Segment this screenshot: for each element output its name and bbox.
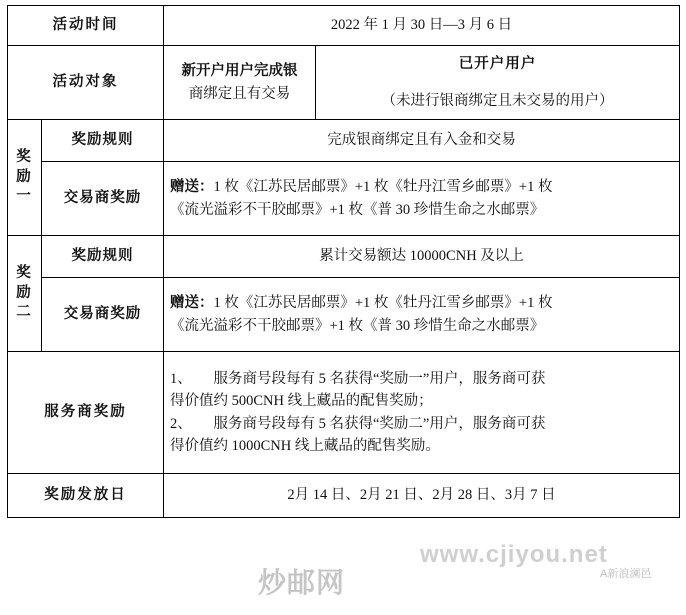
promotion-table-document: [0, 5, 686, 615]
reward-one-gift-label: 交易商奖励: [42, 162, 164, 236]
merchant-item-2-line-1: 2、 服务商号段每有 5 名获得“奖励二”用户，服务商可获: [170, 415, 546, 432]
new-user-line-2: 商绑定且有交易: [188, 85, 291, 102]
opened-user-title: 已开户用户: [458, 56, 537, 73]
reward-two-gift-value: [164, 278, 680, 352]
reward-one-gift-lead: 赠送：: [170, 179, 214, 196]
reward-two-group-label-text: 奖励二: [16, 265, 33, 321]
reward-two-gift-label: 交易商奖励: [42, 278, 164, 352]
activity-time-label: 活动时间: [8, 6, 164, 46]
merchant-item-1-line-2: 得价值约 500CNH 线上藏品的配售奖励；: [170, 393, 433, 410]
reward-one-rule-label: 奖励规则: [42, 120, 164, 162]
table-row-activity-time: [8, 6, 680, 46]
watermark-small-text: A新浪澜邑: [600, 568, 652, 580]
reward-one-gift-line-1: 1 枚《江苏民居邮票》+1 枚《牡丹江雪乡邮票》+1 枚: [213, 179, 553, 196]
activity-time-value: 2022 年 1 月 30 日—3 月 6 日: [164, 6, 680, 46]
table-row-payout-date: [8, 474, 680, 518]
reward-two-group-label: [8, 236, 42, 352]
reward-two-gift-line-1: 1 枚《江苏民居邮票》+1 枚《牡丹江雪乡邮票》+1 枚: [213, 295, 553, 312]
reward-one-group-label: [8, 120, 42, 236]
table-row-merchant-reward: [8, 352, 680, 474]
table-row-activity-target: [8, 46, 680, 120]
table-row-reward-one-rule: [8, 120, 680, 162]
merchant-item-2-line-2: 得价值约 1000CNH 线上藏品的配售奖励。: [170, 437, 440, 454]
reward-one-rule-value: 完成银商绑定且有入金和交易: [164, 120, 680, 162]
opened-user-note: （未进行银商绑定且未交易的用户）: [381, 92, 614, 109]
reward-one-gift-line-2: 《流光溢彩不干胶邮票》+1 枚《普 30 珍惜生命之水邮票》: [170, 201, 545, 218]
merchant-reward-label: 服务商奖励: [8, 352, 164, 474]
payout-date-value: 2月 14 日、2月 21 日、2月 28 日、3月 7 日: [164, 474, 680, 518]
reward-one-gift-value: [164, 162, 680, 236]
merchant-reward-value: [164, 352, 680, 474]
activity-target-opened-user: [316, 46, 680, 120]
reward-two-rule-label: 奖励规则: [42, 236, 164, 278]
payout-date-label: 奖励发放日: [8, 474, 164, 518]
activity-target-label: 活动对象: [8, 46, 164, 120]
reward-one-group-label-text: 奖励一: [16, 149, 33, 205]
merchant-item-1-line-1: 1、 服务商号段每有 5 名获得“奖励一”用户，服务商可获: [170, 370, 546, 387]
table-row-reward-two-rule: [8, 236, 680, 278]
table-row-reward-one-gift: [8, 162, 680, 236]
new-user-line-1: 新开户用户完成银: [181, 63, 298, 80]
watermark-url: www.cjiyou.net: [420, 541, 608, 568]
watermark-site-name: 炒邮网: [258, 568, 346, 599]
activity-target-new-user: [164, 46, 316, 120]
promotion-details-table: [7, 5, 680, 518]
reward-two-gift-lead: 赠送：: [170, 295, 214, 312]
table-row-reward-two-gift: [8, 278, 680, 352]
reward-two-gift-line-2: 《流光溢彩不干胶邮票》+1 枚《普 30 珍惜生命之水邮票》: [170, 317, 545, 334]
reward-two-rule-value: 累计交易额达 10000CNH 及以上: [164, 236, 680, 278]
